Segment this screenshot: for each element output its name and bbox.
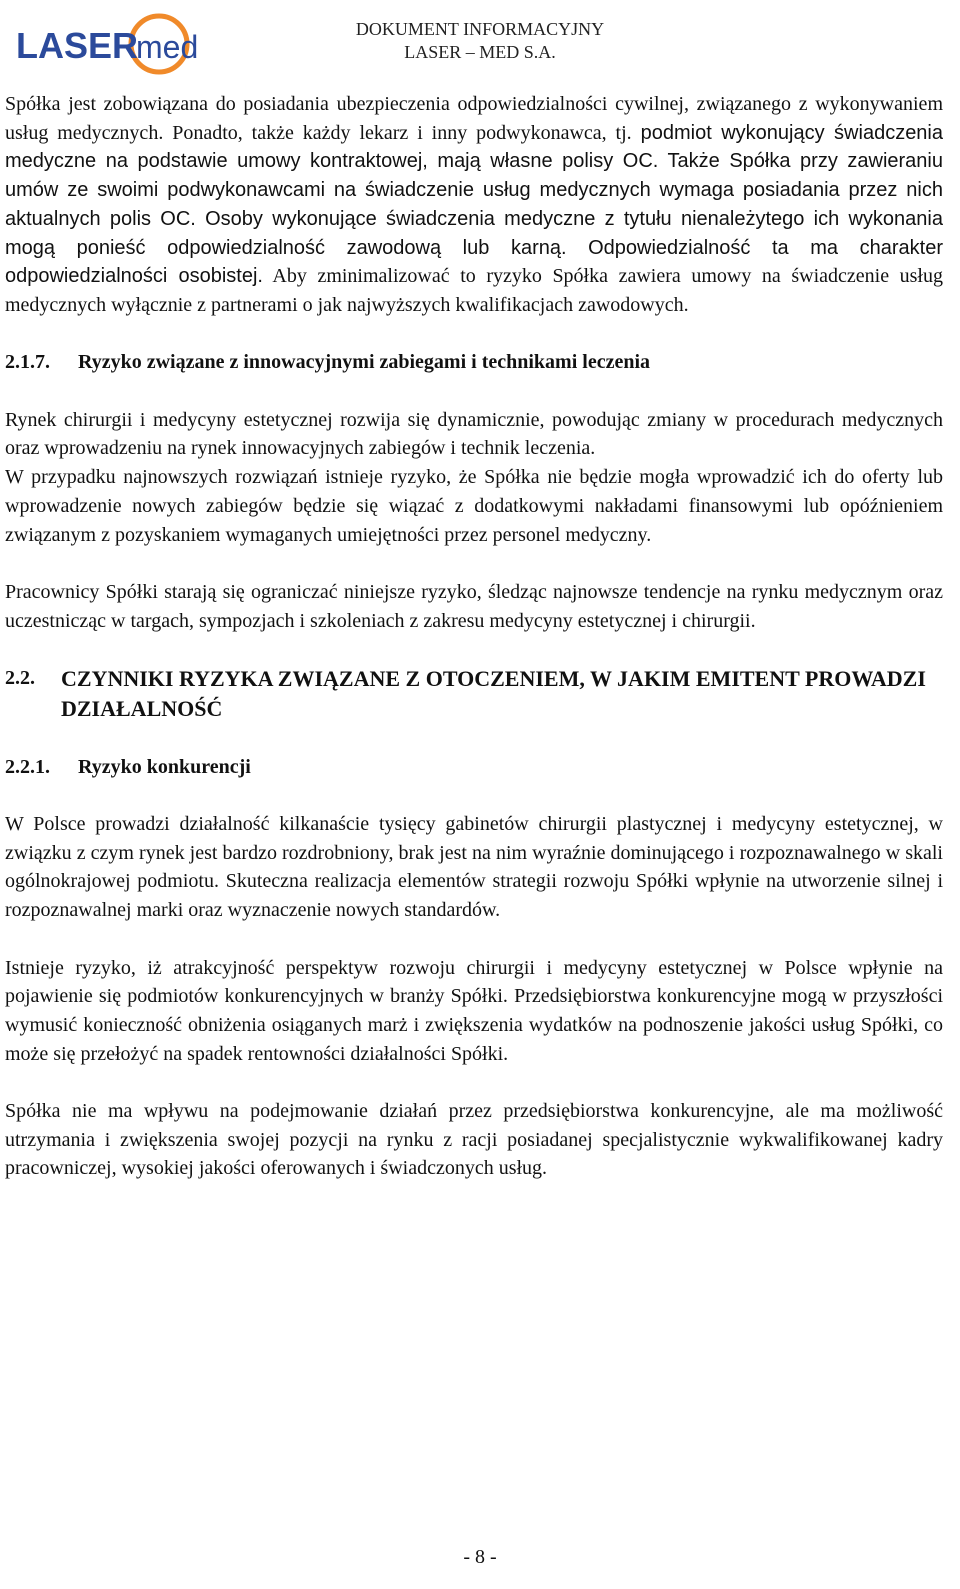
section-title: CZYNNIKI RYZYKA ZWIĄZANE Z OTOCZENIEM, W JAKIM EMITENT PROWADZI DZIAŁALNOŚĆ bbox=[61, 666, 926, 721]
section-number: 2.1.7. bbox=[5, 351, 50, 374]
paragraph-insurance-part1: Spółka jest zobowiązana do posiadania ubezpieczenia odpowiedzialności cywilnej, związanego z wykonywaniem usług medycznych. Ponadto, także każdy lekarz i inny podwykonawca, tj. bbox=[5, 93, 943, 144]
section-number: 2.2. bbox=[5, 667, 35, 689]
section-title: Ryzyko związane z innowacyjnymi zabiegami i technikami leczenia bbox=[78, 351, 651, 374]
paragraph-insurance bbox=[5, 90, 943, 320]
paragraph-employees: Pracownicy Spółki starają się ograniczać niniejsze ryzyko, śledząc najnowsze tendencje na rynku medycznym oraz uczestnicząc w targach, sympozjach i szkoleniach z zakresu medycyny estetycznej i chirurgii. bbox=[5, 580, 943, 632]
paragraph-competition-risk: Istnieje ryzyko, iż atrakcyjność perspektyw rozwoju chirurgii i medycyny estetycznej w Polsce wpłynie na pojawienie się podmiotów konkurencyjnych w branży Spółki. Przedsiębiorstwa konkurencyjne mogą w przyszłości wymusić konieczność obniżenia osiąganych marż i zwiększenia wydatków na podnoszenie jakości usług Spółki, co może się przełożyć na spadek rentowności działalności Spółki. bbox=[5, 956, 943, 1065]
document-title bbox=[300, 18, 660, 64]
page-content bbox=[5, 90, 943, 1183]
paragraph-competition-market: W Polsce prowadzi działalność kilkanaście tysięcy gabinetów chirurgii plastycznej i medycyny estetycznej, w związku z czym rynek jest bardzo rozdrobniony, brak jest na nim wyraźnie dominującego i rozpoznawalnego w skali ogólnokrajowej podmiotu. Skuteczna realizacja elementów strategii rozwoju Spółki wpłynie na utworzenie silnej i rozpoznawalnej marki oraz wyznaczenie nowych standardów. bbox=[5, 813, 943, 922]
document-title-line1: DOKUMENT INFORMACYJNY bbox=[355, 19, 605, 39]
laser-med-logo bbox=[14, 12, 214, 76]
document-title-line2: LASER – MED S.A. bbox=[404, 42, 556, 62]
page-number: - 8 - bbox=[463, 1546, 497, 1568]
logo-laser-text: LASER bbox=[16, 25, 139, 66]
section-heading-2-1-7 bbox=[5, 348, 943, 377]
section-number: 2.2.1. bbox=[5, 755, 50, 778]
paragraph-competition-mitigation: Spółka nie ma wpływu na podejmowanie działań przez przedsiębiorstwa konkurencyjne, ale ma możliwość utrzymania i zwiększenia swojej pozycji na rynku z racji posiadanej specjalistycznie wykwalifikowanej kadry pracowniczej, wysokiej jakości oferowanych i świadczonych usług. bbox=[5, 1100, 943, 1180]
paragraph-market: Rynek chirurgii i medycyny estetycznej rozwija się dynamicznie, powodując zmiany w procedurach medycznych oraz wprowadzeniu na rynek innowacyjnych zabiegów i technik leczenia. bbox=[5, 408, 943, 460]
paragraph-insurance-part2: podmiot wykonujący świadczenia medyczne na podstawie umowy kontraktowej, mają własne polisy OC. Także Spółka przy zawieraniu umów ze swoimi podwykonawcami na świadczenie usług medycznych wymaga posiadania przez nich aktualnych polis OC. Osoby wykonujące świadczenia medyczne z tytułu nienależytego ich wykonania mogą ponieść odpowiedzialność zawodową lub karną. Odpowiedzialność ta ma charakter odpowiedzialności osobistej. bbox=[5, 121, 944, 288]
logo-med-text: med bbox=[136, 29, 199, 65]
paragraph-insurance-part3: Aby zminimalizować to ryzyko Spółka zawiera umowy na świadczenie usług medycznych wyłącznie z partnerami o jak najwyższych kwalifikacjach zawodowych. bbox=[5, 265, 943, 316]
section-heading-2-2-1 bbox=[5, 753, 943, 782]
section-heading-2-2 bbox=[5, 664, 943, 724]
paragraph-new-solutions: W przypadku najnowszych rozwiązań istnieje ryzyko, że Spółka nie będzie mogła wprowadzić ich do oferty lub wprowadzenie nowych zabiegów będzie się wiązać z dodatkowymi nakładami finansowymi lub opóźnieniem związanym z pozyskaniem wymaganych umiejętności przez personel medyczny. bbox=[5, 466, 943, 546]
section-title: Ryzyko konkurencji bbox=[78, 755, 251, 778]
page-header bbox=[0, 0, 960, 84]
